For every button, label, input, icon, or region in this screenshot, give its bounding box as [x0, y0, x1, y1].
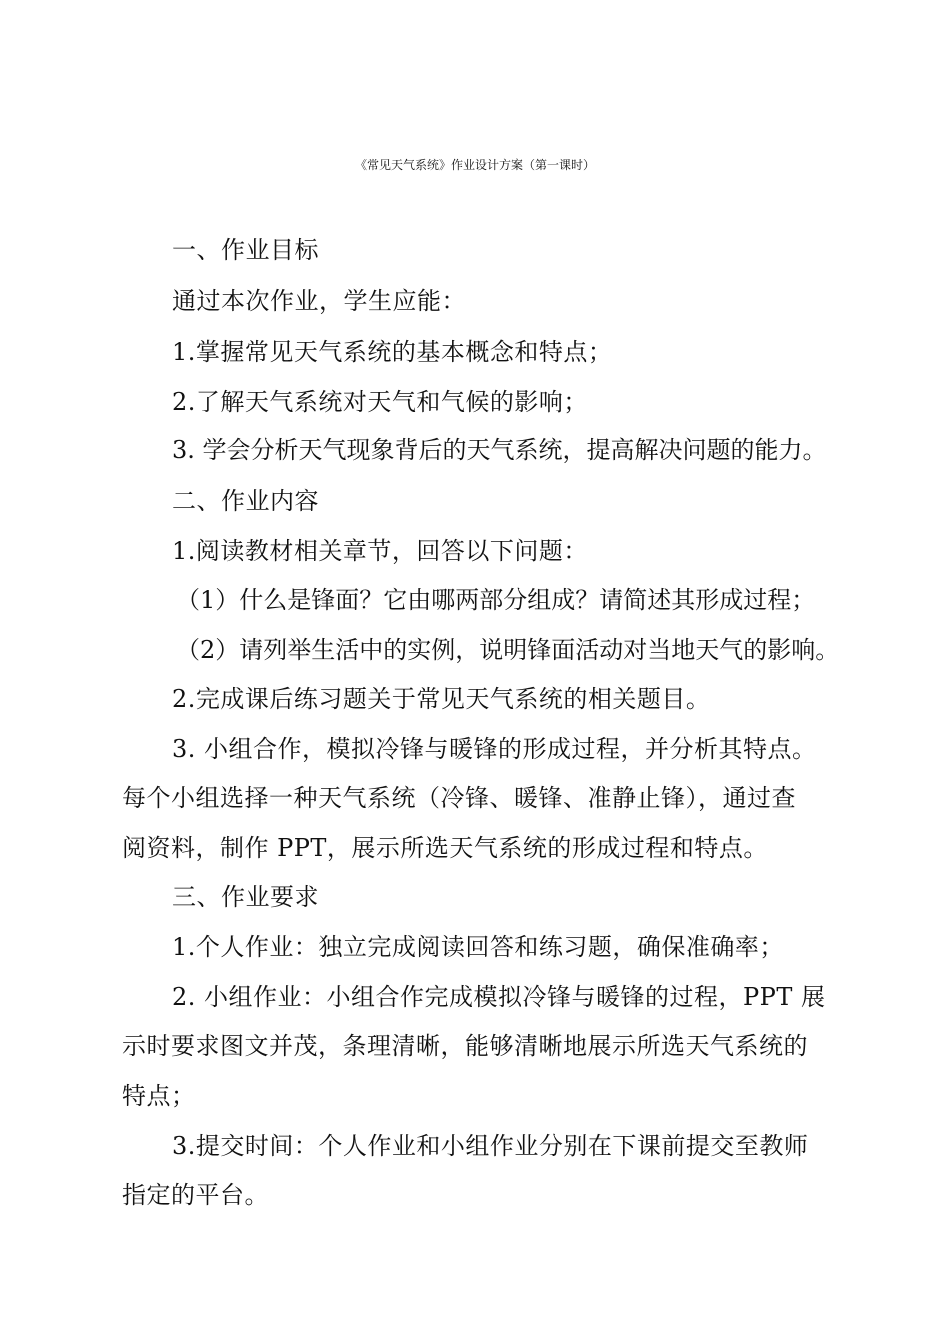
list-item-goal-1: 1.掌握常见天气系统的基本概念和特点； — [172, 338, 613, 366]
paragraph-line: 每个小组选择一种天气系统（冷锋、暖锋、准静止锋），通过查 — [122, 784, 796, 812]
list-item-content-3: 3. 小组合作，模拟冷锋与暖锋的形成过程，并分析其特点。 — [172, 735, 817, 763]
list-item-requirement-1: 1.个人作业：独立完成阅读回答和练习题，确保准确率； — [172, 933, 784, 961]
list-item-goal-3: 3. 学会分析天气现象背后的天气系统，提高解决问题的能力。 — [172, 436, 827, 464]
list-item-requirement-3: 3.提交时间：个人作业和小组作业分别在下课前提交至教师 — [172, 1132, 809, 1160]
section-heading-content: 二、作业内容 — [172, 487, 319, 515]
list-item-content-1: 1.阅读教材相关章节，回答以下问题： — [172, 537, 588, 565]
list-item-goal-2: 2.了解天气系统对天气和气候的影响； — [172, 388, 588, 416]
sub-item-question-1: （1）什么是锋面？它由哪两部分组成？请简述其形成过程； — [176, 586, 816, 614]
paragraph-line: 通过本次作业，学生应能： — [172, 287, 466, 315]
list-item-requirement-2: 2. 小组作业：小组合作完成模拟冷锋与暖锋的过程，PPT 展 — [172, 983, 826, 1011]
paragraph-line: 阅资料，制作 PPT，展示所选天气系统的形成过程和特点。 — [122, 834, 768, 862]
section-heading-goals: 一、作业目标 — [172, 236, 319, 264]
paragraph-line: 指定的平台。 — [122, 1181, 269, 1209]
section-heading-requirements: 三、作业要求 — [172, 883, 319, 911]
document-title: 《常见天气系统》作业设计方案（第一课时） — [354, 158, 595, 172]
sub-item-question-2: （2）请列举生活中的实例，说明锋面活动对当地天气的影响。 — [176, 636, 840, 664]
paragraph-line: 示时要求图文并茂，条理清晰，能够清晰地展示所选天气系统的 — [122, 1032, 808, 1060]
paragraph-line: 特点； — [122, 1082, 196, 1110]
list-item-content-2: 2.完成课后练习题关于常见天气系统的相关题目。 — [172, 685, 711, 713]
